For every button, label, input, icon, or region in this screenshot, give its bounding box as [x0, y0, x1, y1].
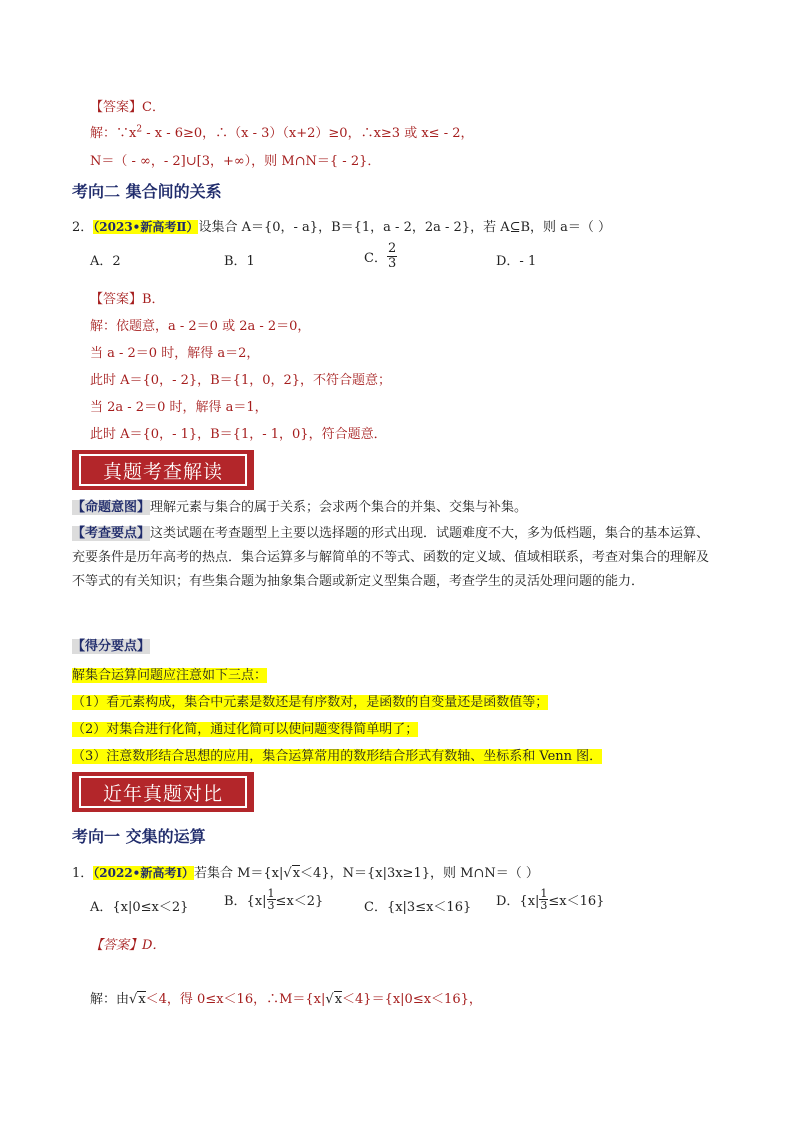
score-item-text: （3）注意数形结合思想的应用，集合运算常用的数形结合形式有数轴、坐标系和 Venn 图． [72, 749, 603, 764]
option-text: B．{x| [224, 894, 267, 909]
question-stem [72, 216, 611, 235]
score-intro [72, 664, 267, 683]
section-banner [72, 772, 254, 812]
option-label: C． [364, 251, 387, 266]
question-stem [72, 862, 539, 881]
points-tag: 【考查要点】 [72, 526, 151, 541]
solution-line: 当 2a - 2＝0 时，解得 a＝1， [90, 400, 268, 415]
intent-text: 理解元素与集合的属于关系；会求两个集合的并集、交集与补集。 [150, 500, 528, 515]
question-text: ＜4}，N＝{x|3x≥1}，则 M∩N＝（ ） [300, 866, 539, 881]
solution-line: 此时 A＝{0，- 1}，B＝{1，- 1，0}，符合题意． [90, 427, 387, 442]
solution-line [90, 122, 474, 141]
score-tag: 【得分要点】 [72, 639, 151, 654]
question-source-tag: （2023•新高考Ⅱ） [93, 220, 199, 234]
option-c: C．{x|3≤x＜16} [364, 900, 472, 915]
section-banner [72, 450, 254, 490]
solution-line: 此时 A＝{0，- 2}，B＝{1，0，2}，不符合题意； [90, 373, 392, 388]
sqrt-symbol: √ [129, 992, 138, 1007]
solution-text: 解：由 [90, 992, 130, 1007]
option-a: A．2 [90, 254, 121, 269]
solution-text: ＜4}＝{x|0≤x＜16}， [342, 992, 482, 1007]
fraction [539, 888, 548, 911]
fraction-numerator: 1 [540, 887, 548, 900]
option-b: B．1 [224, 254, 255, 269]
option-text: ≤x＜16} [548, 894, 605, 909]
score-item-text: （1）看元素构成，集合中元素是数还是有序数对，是函数的自变量还是函数值等； [72, 695, 549, 710]
option-c [364, 242, 397, 271]
sqrt-symbol: √ [283, 866, 292, 881]
option-d [496, 888, 604, 911]
question-number: 1． [72, 866, 94, 881]
answer-label: 【答案】C． [90, 100, 165, 115]
solution-line: 解：依题意，a - 2＝0 或 2a - 2＝0， [90, 319, 311, 334]
question-text: 若集合 M＝{x| [193, 866, 284, 881]
score-item [72, 745, 602, 764]
fraction [267, 888, 276, 911]
exponent: 2 [136, 124, 143, 135]
option-text: ≤x＜2} [275, 894, 324, 909]
points-paragraph [72, 522, 720, 594]
score-item [72, 691, 548, 710]
points-text: 这类试题在考查题型上主要以选择题的形式出现．试题难度不大，多为低档题，集合的基本运算、充要条件是历年高考的热点．集合运算多与解简单的不等式、函数的定义域、值域相联系，考查对集合的理解及不等式的有关知识；有些集合题为抽象集合题或新定义型集合题，考查学生的灵活处理问题的能力． [72, 526, 710, 589]
score-item-text: （2）对集合进行化简，通过化简可以使问题变得简单明了； [72, 722, 419, 737]
answer-label: 【答案】D． [90, 938, 166, 953]
section-heading: 考向一 交集的运算 [72, 827, 206, 846]
sqrt-radicand: x [334, 992, 343, 1007]
solution-text: - x - 6≥0，∴（x - 3）（x+2）≥0，∴x≥3 或 x≤ - 2， [142, 126, 474, 141]
solution-text: 解：∵x [90, 126, 137, 141]
fraction-denominator: 3 [387, 256, 397, 271]
sqrt-symbol: √ [325, 992, 334, 1007]
question-number: 2． [72, 220, 94, 235]
option-a: A．{x|0≤x＜2} [90, 900, 189, 915]
banner-title: 近年真题对比 [79, 776, 247, 808]
question-source-tag: （2022•新高考Ⅰ） [93, 866, 194, 880]
fraction-numerator: 1 [267, 887, 275, 900]
score-tag-line [72, 635, 150, 654]
sqrt-radicand: x [138, 992, 146, 1007]
question-text: 设集合 A＝{0，- a}，B＝{1，a - 2，2a - 2}，若 A⊆B，则 a＝（ ） [198, 220, 612, 235]
fraction-numerator: 2 [387, 241, 397, 256]
intent-paragraph [72, 496, 720, 520]
banner-title: 真题考查解读 [79, 454, 247, 486]
fraction-denominator: 3 [540, 899, 548, 912]
score-item [72, 718, 418, 737]
sqrt-radicand: x [292, 866, 301, 881]
solution-line: N＝（ - ∞，- 2]∪[3，+∞），则 M∩N＝{ - 2}． [90, 154, 381, 169]
intent-tag: 【命题意图】 [72, 500, 151, 515]
section-heading: 考向二 集合间的关系 [72, 182, 222, 201]
option-b [224, 888, 323, 911]
solution-line [90, 988, 482, 1007]
answer-label: 【答案】B． [90, 292, 165, 307]
score-intro-text: 解集合运算问题应注意如下三点： [72, 668, 268, 683]
fraction-denominator: 3 [267, 899, 275, 912]
option-d: D．- 1 [496, 254, 537, 269]
solution-text: ＜4，得 0≤x＜16，∴M＝{x| [145, 992, 326, 1007]
option-text: D．{x| [496, 894, 540, 909]
solution-line: 当 a - 2＝0 时，解得 a＝2， [90, 346, 260, 361]
fraction [387, 242, 397, 271]
